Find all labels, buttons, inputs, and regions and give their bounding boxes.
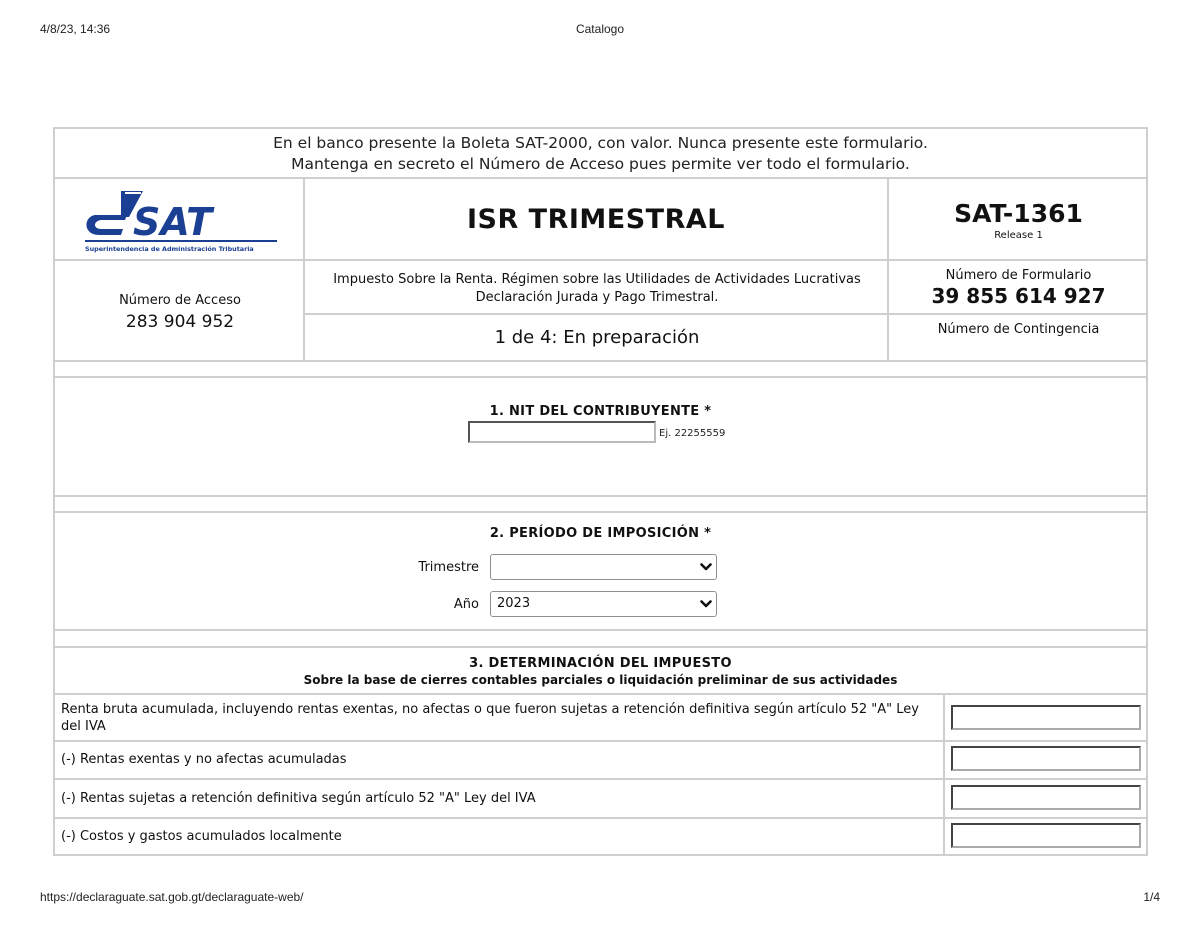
access-value: 283 904 952 — [125, 312, 235, 332]
access-label: Número de Acceso — [119, 293, 241, 308]
print-datetime: 4/8/23, 14:36 — [40, 22, 111, 36]
rentas-exentas-input[interactable] — [951, 746, 1141, 771]
row-label: (-) Rentas sujetas a retención definitiva según artículo 52 "A" Ley del IVA — [61, 791, 536, 806]
section-3-title: 3. DETERMINACIÓN DEL IMPUESTO — [469, 656, 732, 671]
contingency-label: Número de Contingencia — [937, 322, 1100, 337]
section-2-title: 2. PERÍODO DE IMPOSICIÓN * — [489, 526, 712, 541]
form-number — [889, 261, 1148, 313]
notice — [55, 133, 1146, 175]
description-line-2: Declaración Jurada y Pago Trimestral. — [475, 290, 719, 305]
anio-label: Año — [453, 597, 479, 612]
anio-value: 2023 — [497, 596, 531, 611]
section-3-subtitle: Sobre la base de cierres contables parciales o liquidación preliminar de sus actividades — [303, 673, 898, 687]
trimestre-select[interactable] — [490, 554, 717, 580]
print-footer — [40, 890, 1160, 906]
sat-form — [53, 127, 1148, 856]
print-header — [40, 22, 1160, 38]
nit-input[interactable] — [468, 421, 656, 443]
form-number-value: 39 855 614 927 — [931, 284, 1106, 308]
row-label: Renta bruta acumulada, incluyendo rentas exentas, no afectas o que fueron sujetas a retención definitiva según artículo 52 "A" Ley del IVA — [61, 702, 919, 734]
description-line-1: Impuesto Sobre la Renta. Régimen sobre las Utilidades de Actividades Lucrativas — [333, 272, 861, 287]
rentas-retencion-input[interactable] — [951, 785, 1141, 810]
trimestre-label: Trimestre — [418, 560, 479, 575]
sat-logo-icon — [81, 187, 281, 257]
print-url: https://declaraguate.sat.gob.gt/declaraguate-web/ — [40, 890, 304, 904]
form-status: 1 de 4: En preparación — [494, 327, 700, 348]
section-1-title: 1. NIT DEL CONTRIBUYENTE * — [489, 404, 712, 419]
anio-select[interactable] — [490, 591, 717, 617]
row-label: (-) Costos y gastos acumulados localmente — [61, 829, 342, 844]
notice-line-2: Mantenga en secreto el Número de Acceso pues permite ver todo el formulario. — [291, 155, 910, 173]
tax-description — [307, 261, 887, 313]
chevron-down-icon — [700, 598, 712, 610]
chevron-down-icon — [700, 561, 712, 573]
print-title: Catalogo — [575, 22, 625, 36]
release-label: Release 1 — [994, 230, 1043, 241]
form-number-label: Número de Formulario — [945, 268, 1092, 283]
row-label: (-) Rentas exentas y no afectas acumuladas — [61, 752, 347, 767]
form-code-box — [889, 179, 1148, 241]
svg-text:SAT: SAT — [133, 200, 213, 244]
form-title: ISR TRIMESTRAL — [466, 203, 725, 235]
sat-logo — [81, 187, 281, 257]
access-number — [55, 261, 305, 360]
nit-hint: Ej. 22255559 — [659, 428, 726, 439]
notice-line-1: En el banco presente la Boleta SAT-2000, con valor. Nunca presente este formulario. — [273, 134, 928, 152]
print-page: 1/4 — [1143, 890, 1160, 904]
svg-text:Superintendencia de Administra: Superintendencia de Administración Tributaria — [85, 245, 254, 253]
costos-gastos-input[interactable] — [951, 823, 1141, 848]
form-code: SAT-1361 — [954, 199, 1083, 228]
renta-bruta-input[interactable] — [951, 705, 1141, 730]
